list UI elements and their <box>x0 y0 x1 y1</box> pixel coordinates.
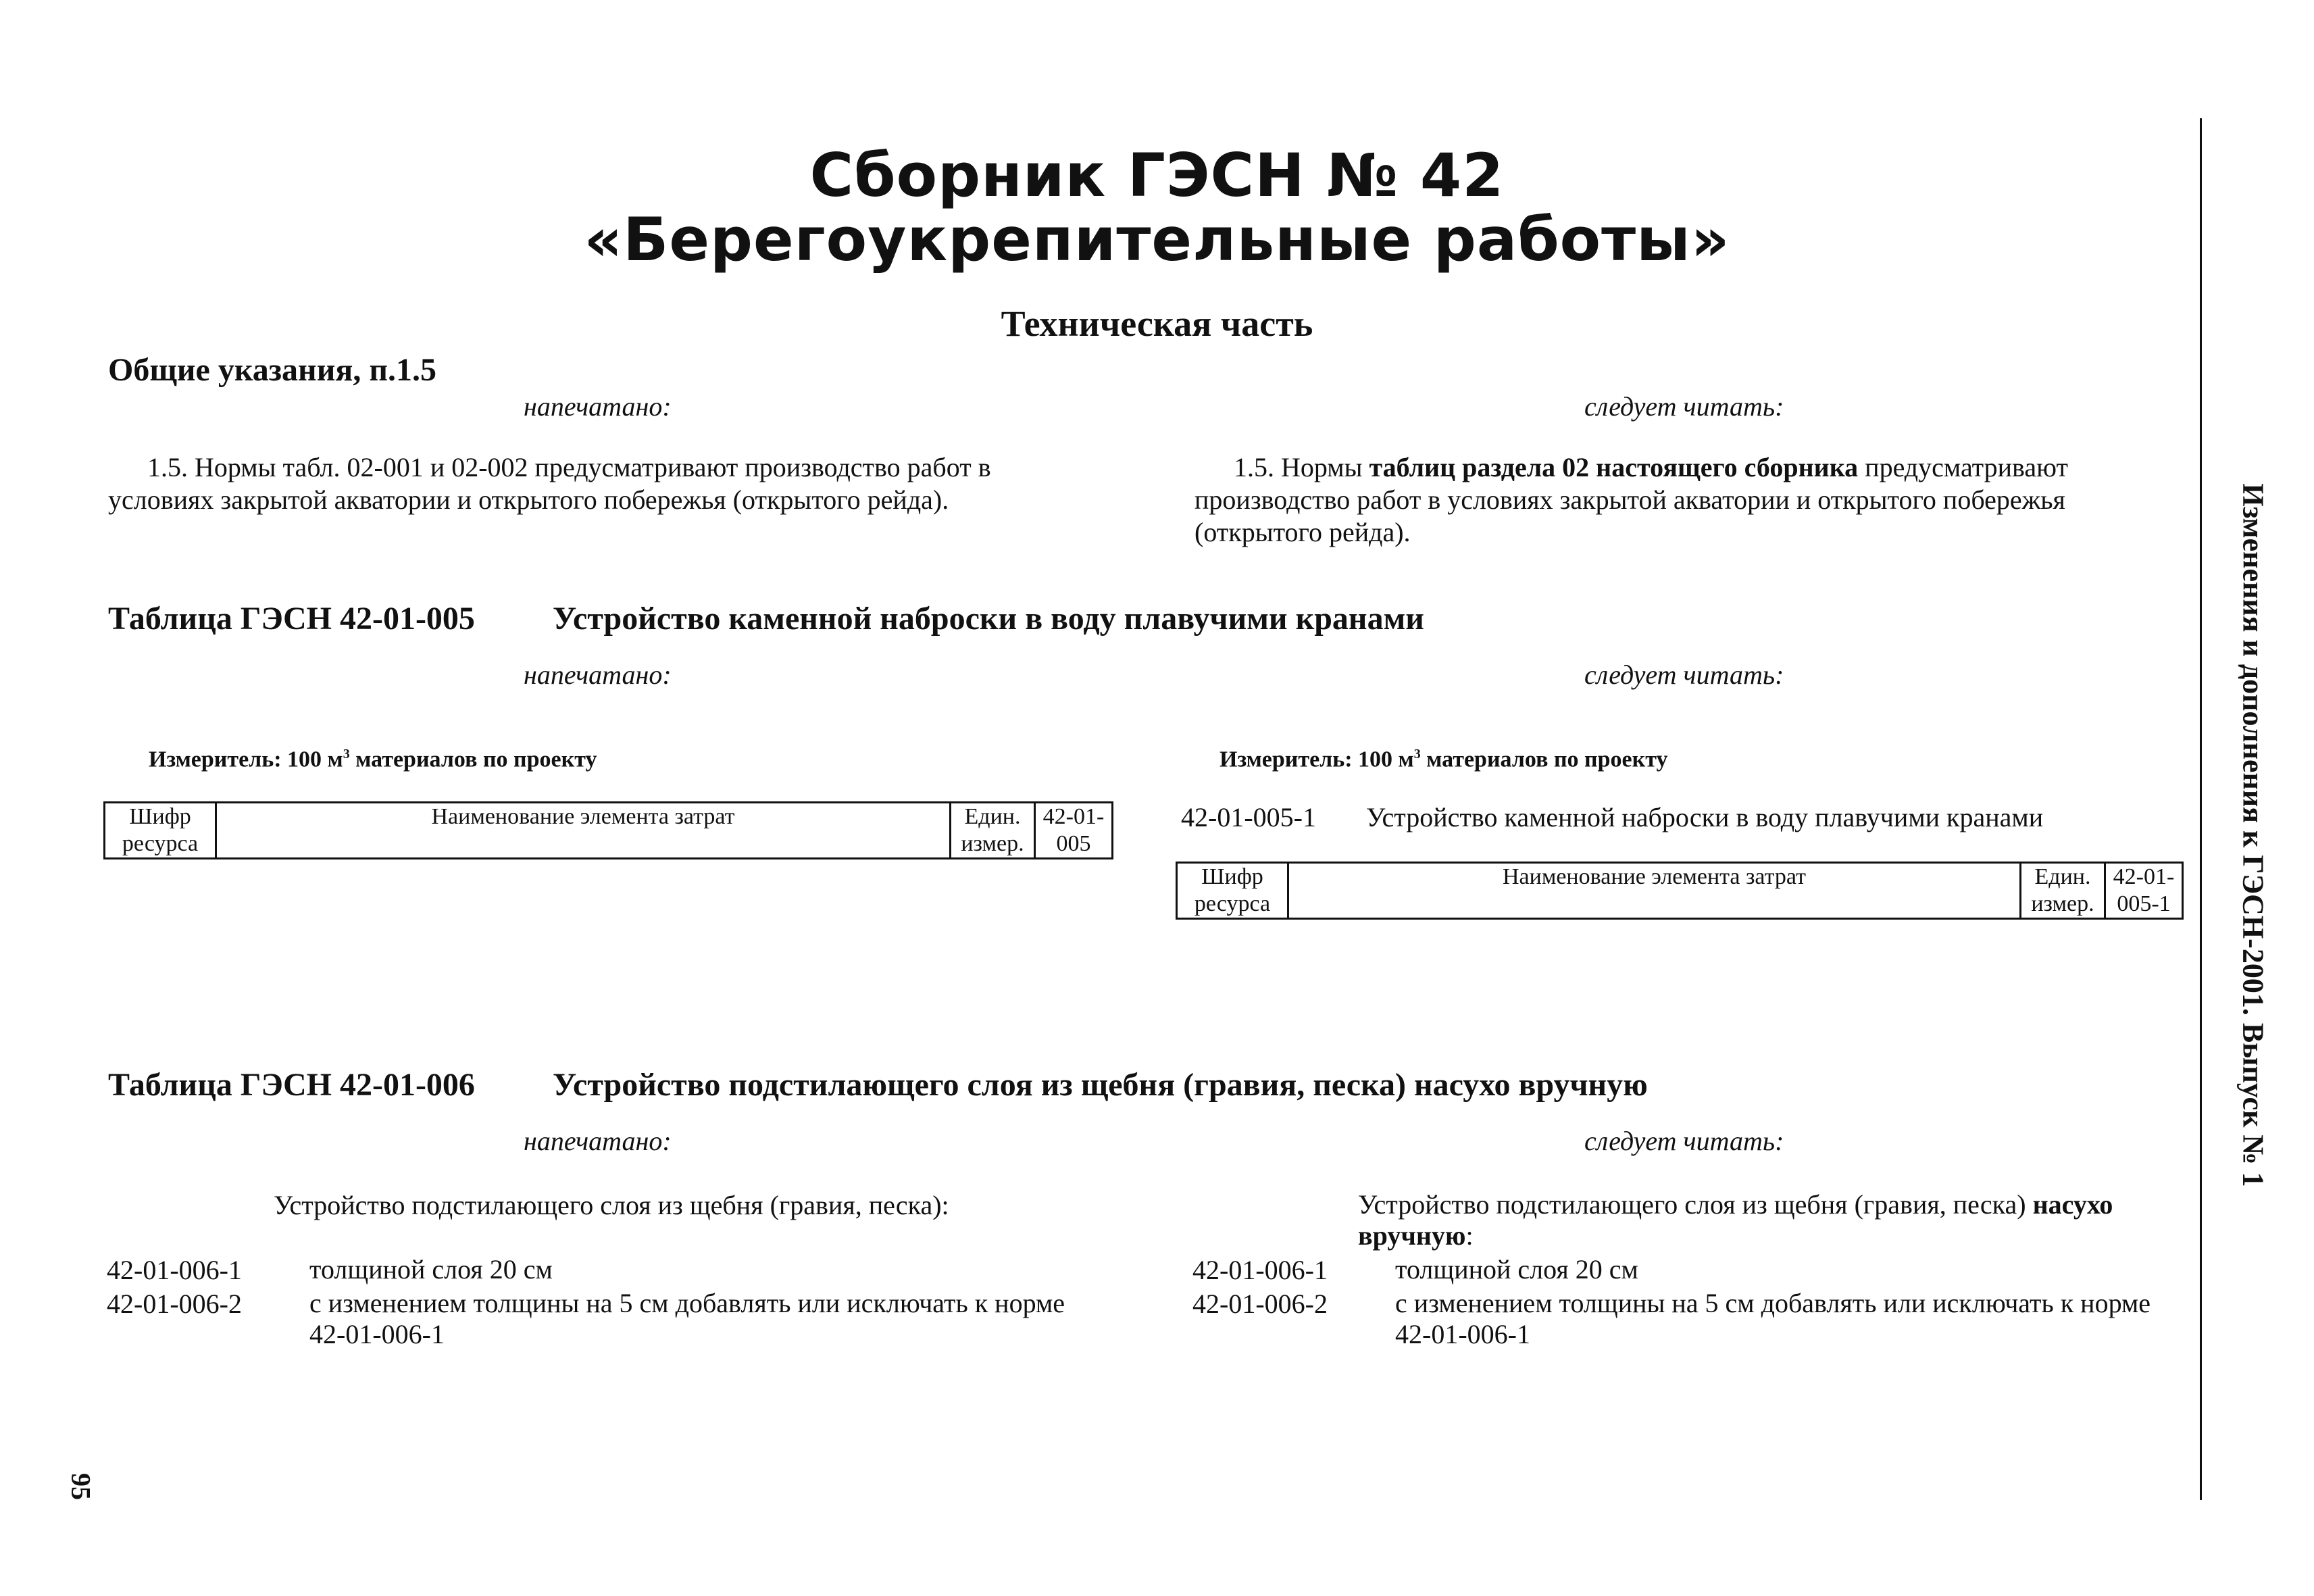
collection-title: Сборник ГЭСН № 42 <box>809 141 1505 210</box>
table006-code: Таблица ГЭСН 42-01-006 <box>108 1067 475 1103</box>
general-heading: Общие указания, п.1.5 <box>108 352 436 388</box>
table006-printed-label: напечатано: <box>524 1126 672 1156</box>
table006-right-intro: Устройство подстилающего слоя из щебня (гравия, песка) насухо вручную: <box>1358 1189 2113 1251</box>
list-item-code: 42-01-006-2 <box>1192 1289 1328 1319</box>
table006-left-intro: Устройство подстилающего слоя из щебня (гравия, песка): <box>274 1190 949 1220</box>
general-read-text: 1.5. Нормы таблиц раздела 02 настоящего сборника предусматривают производство работ в условиях закрытой акватории и открытого побережья (открытого рейда). <box>1194 452 2068 547</box>
table005-measure-right: Измеритель: 100 $м^3$ материалов по проекту <box>1219 747 1668 772</box>
table005-code: Таблица ГЭСН 42-01-005 <box>108 601 475 637</box>
table005-measure-left: Измеритель: 100 $м^3$ материалов по проекту <box>149 747 597 772</box>
col-code-right: 42-01-005-1 <box>2105 863 2183 919</box>
list-item-code: 42-01-006-1 <box>1192 1255 1328 1285</box>
general-printed-text: 1.5. Нормы табл. 02-001 и 02-002 предусматривают производство работ в условиях закрытой акватории и открытого побережья (открытого рейда). <box>108 452 991 515</box>
col-unit: Един. измер. <box>951 803 1035 859</box>
collection-subtitle: «Берегоукрепительные работы» <box>584 205 1730 274</box>
col-name-right: Наименование элемента затрат <box>1288 863 2021 919</box>
technical-part-heading: Техническая часть <box>1001 303 1313 344</box>
col-cipher-right: Шифр ресурса <box>1177 863 1288 919</box>
table005-item-text: Устройство каменной наброски в воду плавучими кранами <box>1366 802 2044 832</box>
margin-rule <box>2200 118 2202 1500</box>
read-label: следует читать: <box>1584 391 1784 422</box>
table005-printed-label: напечатано: <box>524 659 672 690</box>
col-unit-right: Един. измер. <box>2021 863 2105 919</box>
table005-header-left <box>103 801 1113 859</box>
list-item-text: с изменением толщины на 5 см добавлять или исключать к норме 42-01-006-1 <box>1395 1288 2151 1349</box>
list-item-text: толщиной слоя 20 см <box>309 1254 553 1285</box>
list-item-code: 42-01-006-2 <box>107 1289 242 1319</box>
general-read-bold: таблиц раздела 02 настоящего сборника <box>1369 452 1859 482</box>
col-cipher: Шифр ресурса <box>105 803 216 859</box>
list-item-code: 42-01-006-1 <box>107 1255 242 1285</box>
list-item-text: с изменением толщины на 5 см добавлять или исключать к норме 42-01-006-1 <box>309 1288 1065 1349</box>
table005-item-code: 42-01-005-1 <box>1181 802 1316 832</box>
table006-read-label: следует читать: <box>1584 1126 1784 1156</box>
list-item-text: толщиной слоя 20 см <box>1395 1254 1638 1285</box>
side-caption: Изменения и дополнения к ГЭСН-2001. Выпуск № 1 <box>2236 483 2270 1187</box>
table005-header-right <box>1176 862 2184 920</box>
printed-label: напечатано: <box>524 391 672 422</box>
table006-title: Устройство подстилающего слоя из щебня (гравия, песка) насухо вручную <box>553 1067 1648 1103</box>
col-name: Наименование элемента затрат <box>216 803 951 859</box>
table005-read-label: следует читать: <box>1584 659 1784 690</box>
page-number: 95 <box>66 1473 97 1500</box>
col-code: 42-01-005 <box>1035 803 1113 859</box>
table005-title: Устройство каменной наброски в воду плавучими кранами <box>553 601 1424 637</box>
